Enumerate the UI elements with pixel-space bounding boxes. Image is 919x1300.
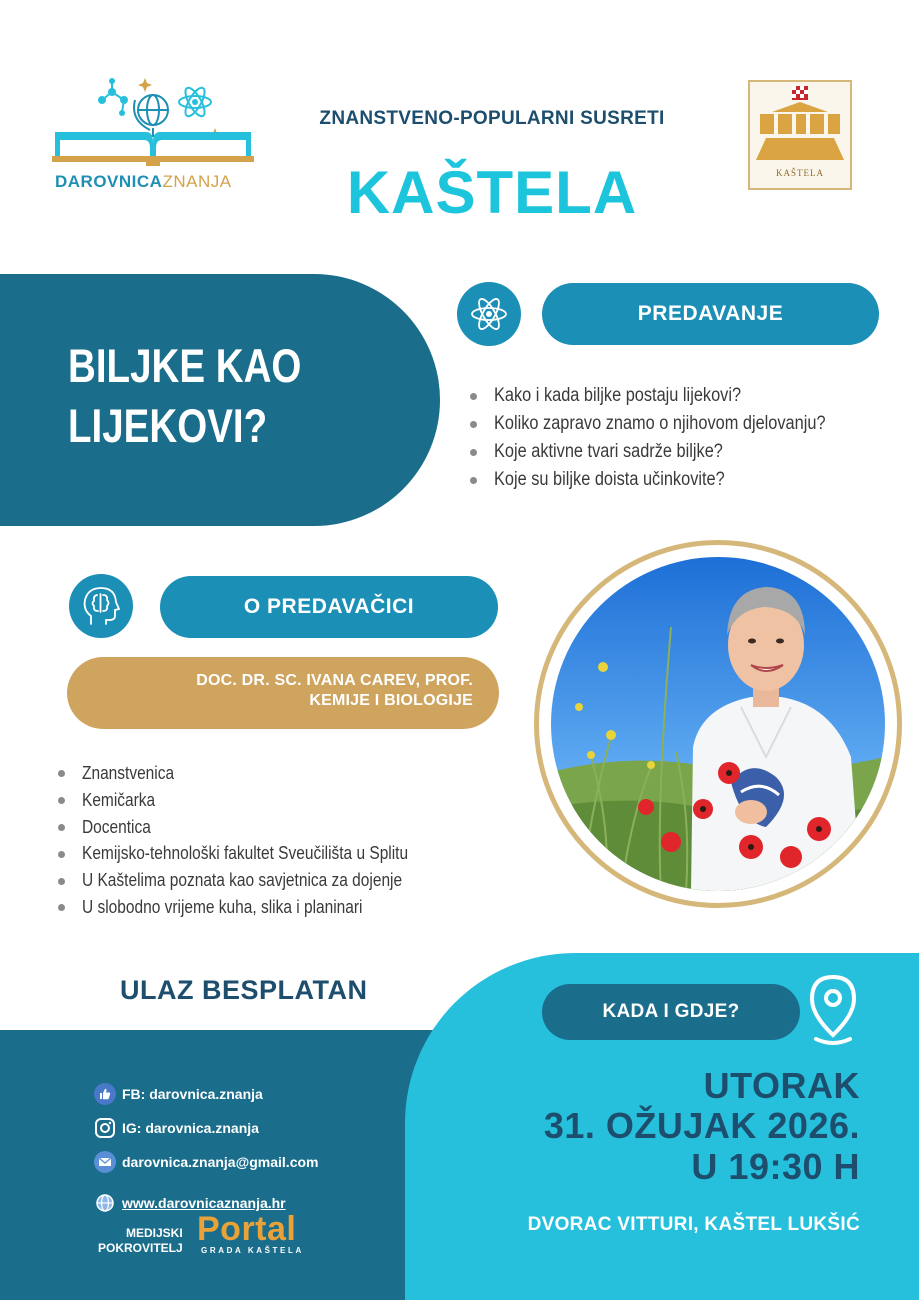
email-address: darovnica.znanja@gmail.com [122,1154,319,1170]
event-venue: DVORAC VITTURI, KAŠTEL LUKŠIĆ [527,1214,860,1235]
speaker-name-line2: KEMIJE I BIOLOGIJE [309,691,473,709]
logo-word-znanja: ZNANJA [162,172,232,191]
list-item: Koje su biljke doista učinkovite? [466,466,896,494]
instagram-icon [94,1117,116,1139]
email-icon [94,1151,116,1173]
list-item: Kemijsko-tehnološki fakultet Sveučilišta u Splitu [54,840,524,867]
series-title: ZNANSTVENO-POPULARNI SUSRETI [319,108,665,129]
speaker-name-line1: DOC. DR. SC. IVANA CAREV, PROF. [196,672,473,689]
atom-icon [457,282,521,346]
website-contact[interactable] [94,1176,424,1211]
speaker-photo-frame [534,540,902,908]
city-title: KAŠTELA [346,159,638,226]
portal-subtitle: GRADA KAŠTELA [201,1246,304,1255]
facebook-handle: FB: darovnica.znanja [122,1086,263,1102]
list-item: Znanstvenica [54,760,524,787]
sponsor-label-line1: MEDIJSKI [126,1226,183,1240]
list-item: U Kaštelima poznata kao savjetnica za dojenje [54,867,524,894]
castle-crest-icon [750,82,850,172]
event-datetime [420,1066,860,1187]
list-item: Kako i kada biljke postaju lijekovi? [466,382,896,410]
speaker-bio-list [54,760,524,921]
email-contact[interactable] [94,1149,424,1175]
list-item: Kemičarka [54,787,524,814]
event-time: U 19:30 H [691,1145,860,1187]
lecture-title-line1: BILJKE KAO [68,339,302,392]
kastela-crest [748,80,852,190]
event-date: 31. OŽUJAK 2026. [543,1105,860,1147]
event-day: UTORAK [703,1065,860,1106]
about-speaker-label: O PREDAVAČICI [160,576,498,638]
location-pin-icon [808,973,858,1049]
speaker-photo [551,557,885,891]
list-item: Docentica [54,814,524,841]
facebook-contact[interactable] [94,1081,424,1107]
list-item: U slobodno vrijeme kuha, slika i planinari [54,894,524,921]
free-entry-text: ULAZ BESPLATAN [120,975,368,1005]
list-item: Koliko zapravo znamo o njihovom djelovanju? [466,410,896,438]
list-item: Koje aktivne tvari sadrže biljke? [466,438,896,466]
brain-head-icon [69,574,133,638]
lecture-questions-list [466,382,896,494]
portal-logo [197,1212,304,1255]
website-link[interactable]: www.darovnicaznanja.hr [122,1195,286,1211]
globe-icon [94,1192,116,1214]
lecture-title [68,336,347,456]
speaker-name-badge [67,657,499,729]
logo-word-darovnica: DAROVNICA [55,172,163,191]
media-sponsor-label [98,1226,183,1256]
lecture-title-line2: LIJEKOVI? [68,399,268,453]
crest-label: KAŠTELA [776,168,824,178]
instagram-handle: IG: darovnica.znanja [122,1120,259,1136]
sponsor-label-line2: POKROVITELJ [98,1241,183,1255]
logo-wordmark [55,172,232,192]
instagram-contact[interactable] [94,1115,424,1141]
predavanje-label: PREDAVANJE [542,283,879,345]
portal-name: Portal [197,1210,297,1248]
thumbs-up-icon [94,1083,116,1105]
when-where-label: KADA I GDJE? [542,984,800,1040]
